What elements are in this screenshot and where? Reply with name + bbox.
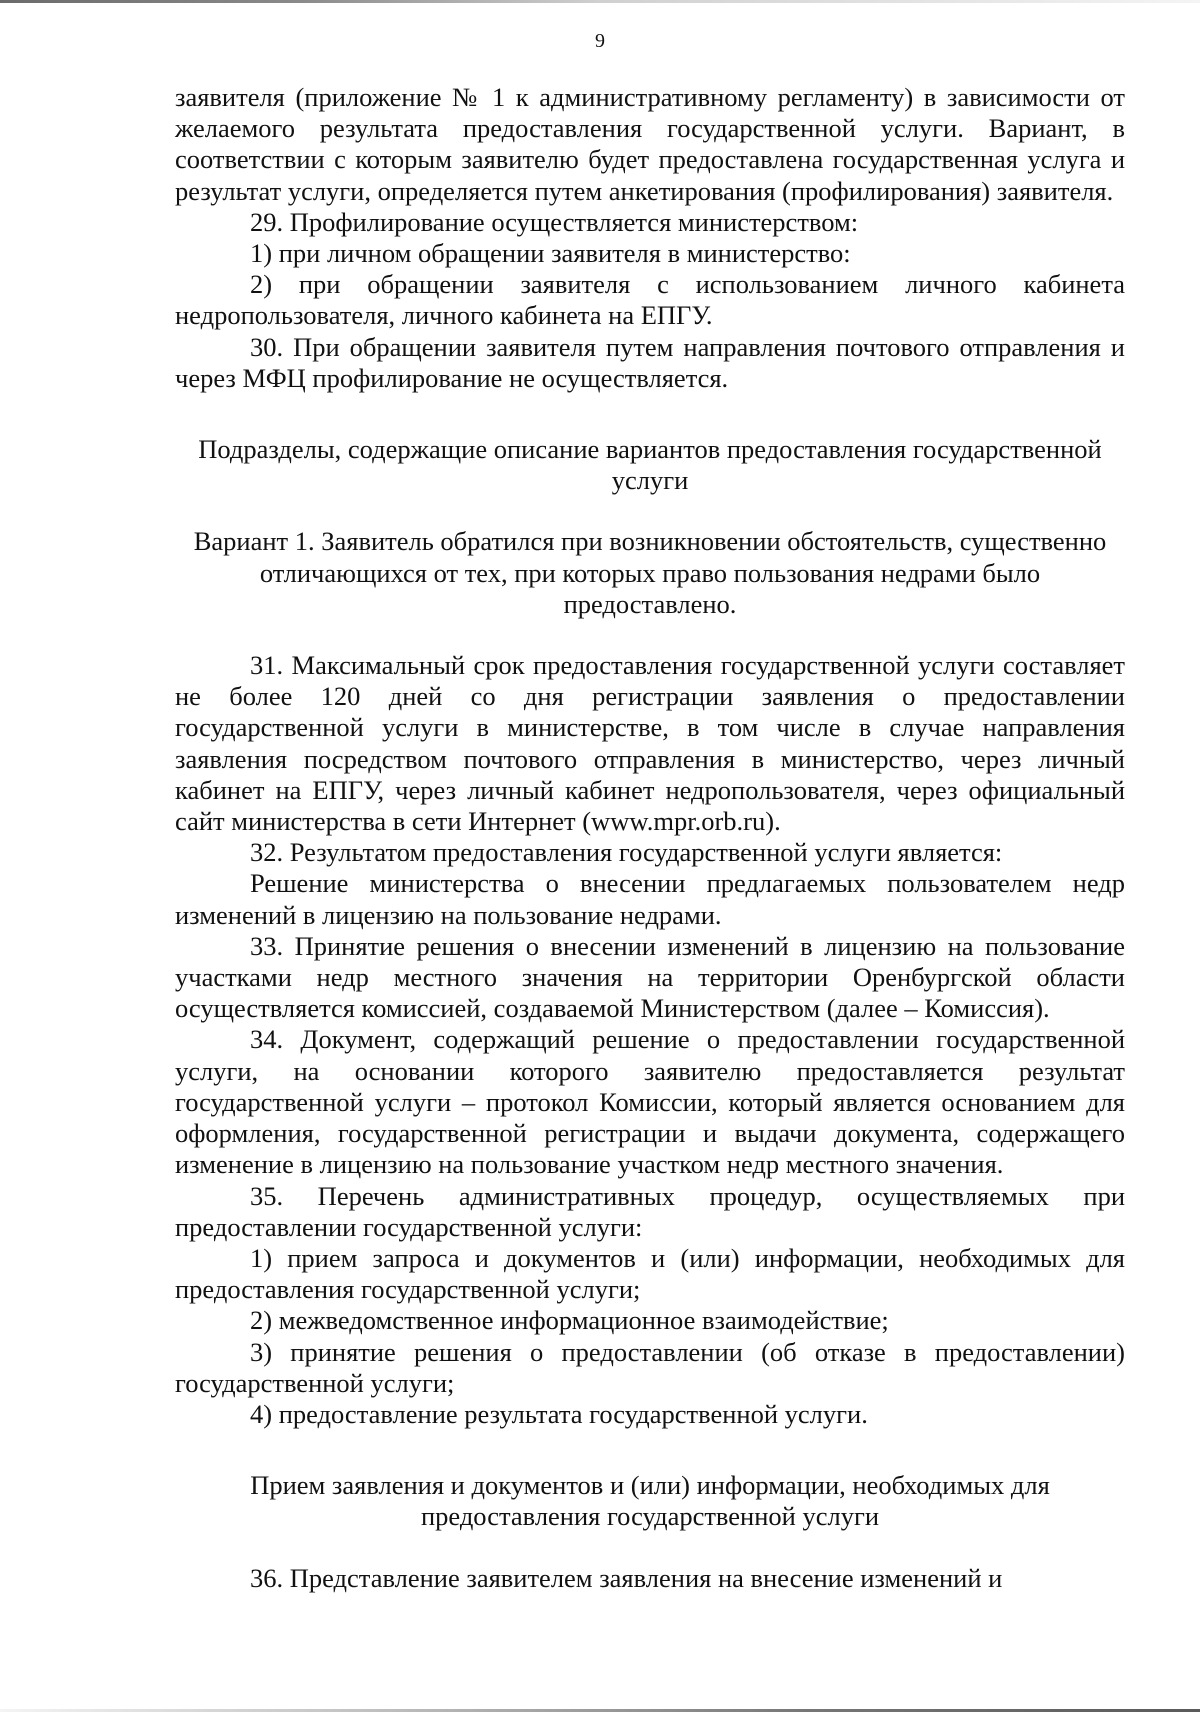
paragraph-29: 29. Профилирование осуществляется министерством: bbox=[250, 206, 859, 237]
paragraph-31: 31. Максимальный срок предоставления государственной услуги составляет не более 120 дней со дня регистрации заявления о предоставлении государственной услуги в министерстве, в том числе в случае направления заявления посредством почтового отправления в министерство, через личный кабинет на ЕПГУ, через личный кабинет недропользователя, через официальный сайт министерства в сети Интернет (www.mpr.orb.ru). bbox=[175, 650, 1125, 837]
section-heading-subsections: Подразделы, содержащие описание вариантов предоставления государственной услуги bbox=[198, 434, 1102, 496]
section-gap bbox=[175, 1533, 1125, 1563]
scan-edge-top bbox=[0, 0, 1200, 3]
document-body bbox=[175, 82, 1125, 1594]
paragraph-34: 34. Документ, содержащий решение о предоставлении государственной услуги, на основании которого заявителю предоставляется результат государственной услуги – протокол Комиссии, который является основанием для оформления, государственной регистрации и выдачи документа, содержащего изменение в лицензию на пользование участком недр местного значения. bbox=[175, 1024, 1125, 1180]
section-heading-variant-1: Вариант 1. Заявитель обратился при возникновении обстоятельств, существенно отличающихся от тех, при которых право пользования недрами было предоставлено. bbox=[193, 526, 1107, 619]
paragraph-30: 30. При обращении заявителя путем направления почтового отправления и через МФЦ профилирование не осуществляется. bbox=[175, 331, 1125, 393]
section-gap bbox=[175, 496, 1125, 526]
paragraph-32: 32. Результатом предоставления государственной услуги является: bbox=[250, 837, 1003, 868]
paragraph-35: 35. Перечень административных процедур, осуществляемых при предоставлении государственной услуги: bbox=[175, 1180, 1125, 1242]
section-gap bbox=[175, 620, 1125, 650]
paragraph-35-item-4: 4) предоставление результата государственной услуги. bbox=[250, 1398, 868, 1429]
section-gap bbox=[175, 394, 1125, 434]
paragraph-applicant-variant: заявителя (приложение № 1 к административному регламенту) в зависимости от желаемого результата предоставления государственной услуги. Вариант, в соответствии с которым заявителю будет предоставлена государственная услуга и результат услуги, определяется путем анкетирования (профилирования) заявителя. bbox=[175, 82, 1125, 206]
paragraph-35-item-1: 1) прием запроса и документов и (или) информации, необходимых для предоставления государственной услуги; bbox=[175, 1242, 1125, 1305]
paragraph-32-result: Решение министерства о внесении предлагаемых пользователем недр изменений в лицензию на пользование недрами. bbox=[175, 868, 1125, 930]
page-number: 9 bbox=[595, 30, 605, 52]
paragraph-35-item-2: 2) межведомственное информационное взаимодействие; bbox=[250, 1305, 889, 1336]
paragraph-33: 33. Принятие решения о внесении изменений в лицензию на пользование участками недр местного значения на территории Оренбургской области осуществляется комиссией, создаваемой Министерством (далее – Комиссия). bbox=[175, 930, 1125, 1024]
section-gap bbox=[175, 1430, 1125, 1470]
paragraph-36: 36. Представление заявителем заявления на внесение изменений и bbox=[250, 1562, 1003, 1593]
paragraph-29-item-2: 2) при обращении заявителя с использованием личного кабинета недропользователя, личного кабинета на ЕПГУ. bbox=[175, 269, 1125, 331]
paragraph-29-item-1: 1) при личном обращении заявителя в министерство: bbox=[250, 238, 851, 269]
paragraph-35-item-3: 3) принятие решения о предоставлении (об отказе в предоставлении) государственной услуги; bbox=[175, 1336, 1125, 1398]
section-heading-reception: Прием заявления и документов и (или) информации, необходимых для предоставления государственной услуги bbox=[250, 1470, 1050, 1532]
